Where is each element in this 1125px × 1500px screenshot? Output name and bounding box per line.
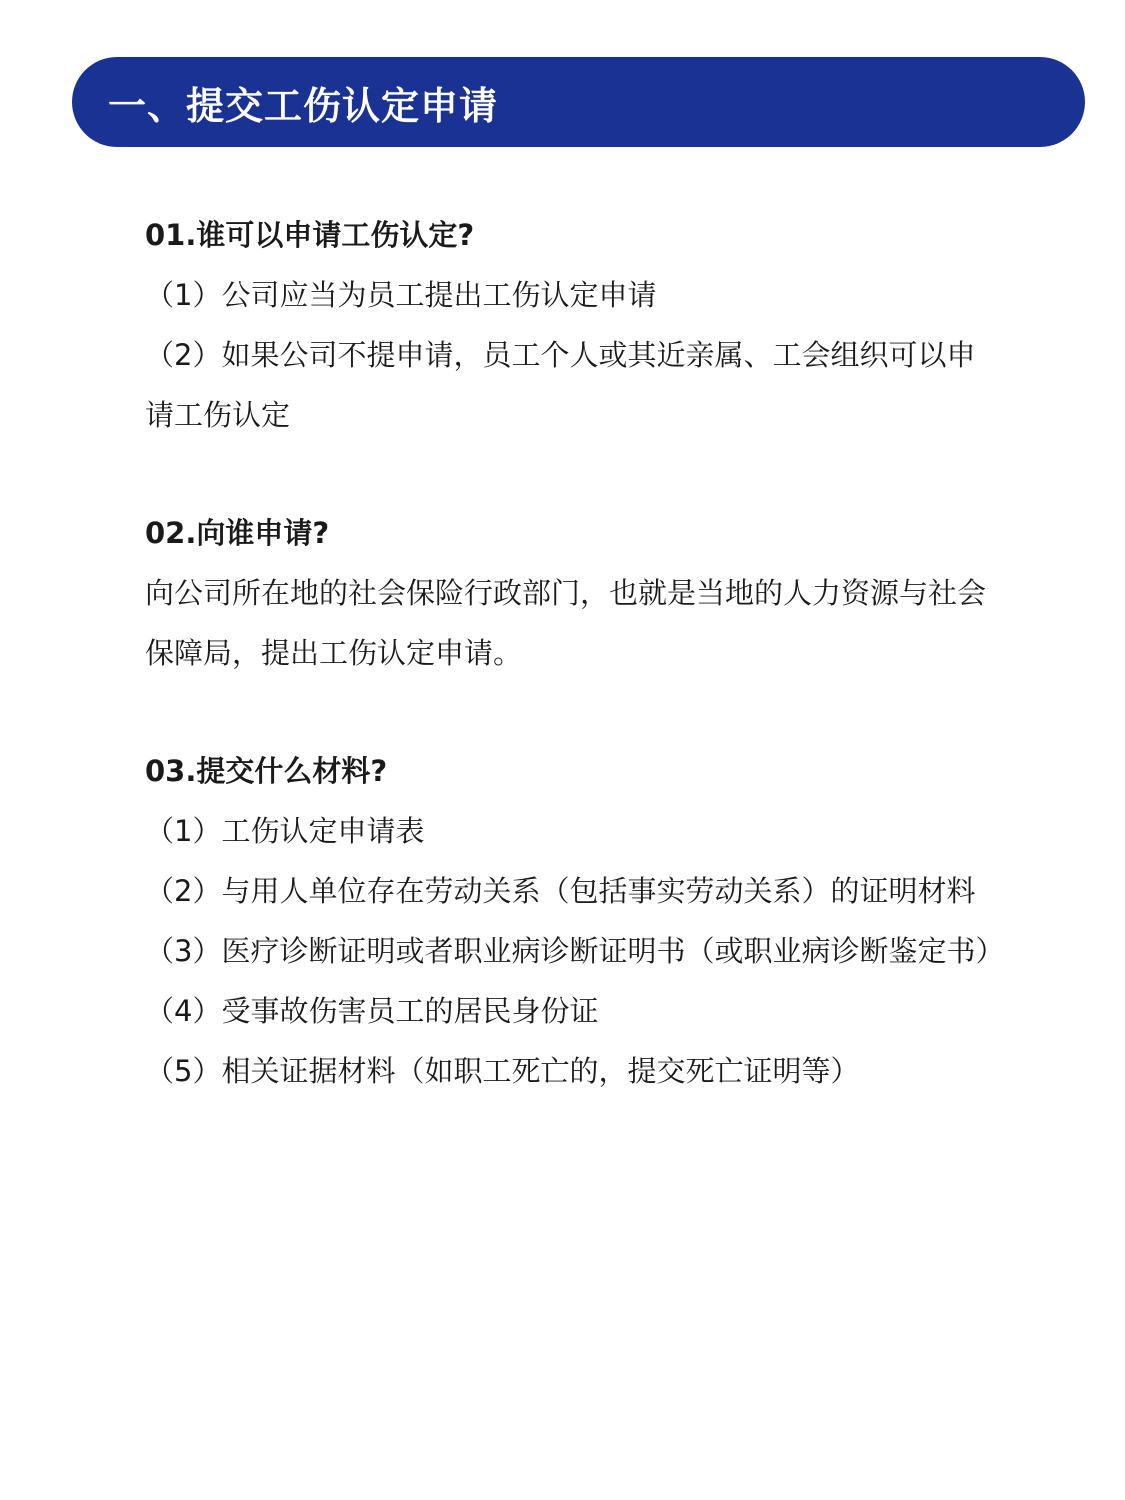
list-item: （5）相关证据材料（如职工死亡的，提交死亡证明等） <box>145 1054 860 1088</box>
section-heading: 02.向谁申请? <box>145 516 330 550</box>
section-apply-to-whom <box>145 503 995 683</box>
list-item: （1）公司应当为员工提出工伤认定申请 <box>145 278 657 312</box>
list-item: （4）受事故伤害员工的居民身份证 <box>145 994 599 1028</box>
section-heading: 03.提交什么材料? <box>145 754 388 788</box>
section-materials <box>145 741 1005 1101</box>
section-who-can-apply <box>145 205 995 445</box>
paragraph: 向公司所在地的社会保险行政部门，也就是当地的人力资源与社会保障局，提出工伤认定申请。 <box>145 576 987 670</box>
section-banner <box>72 57 1085 147</box>
list-item: （2）如果公司不提申请，员工个人或其近亲属、工会组织可以申请工伤认定 <box>145 338 976 432</box>
list-item: （2）与用人单位存在劳动关系（包括事实劳动关系）的证明材料 <box>145 874 976 908</box>
page-title: 一、提交工伤认定申请 <box>108 83 499 128</box>
list-item: （3）医疗诊断证明或者职业病诊断证明书（或职业病诊断鉴定书） <box>145 934 1005 968</box>
section-heading: 01.谁可以申请工伤认定? <box>145 218 475 252</box>
article-body <box>145 205 1005 1159</box>
list-item: （1）工伤认定申请表 <box>145 814 425 848</box>
